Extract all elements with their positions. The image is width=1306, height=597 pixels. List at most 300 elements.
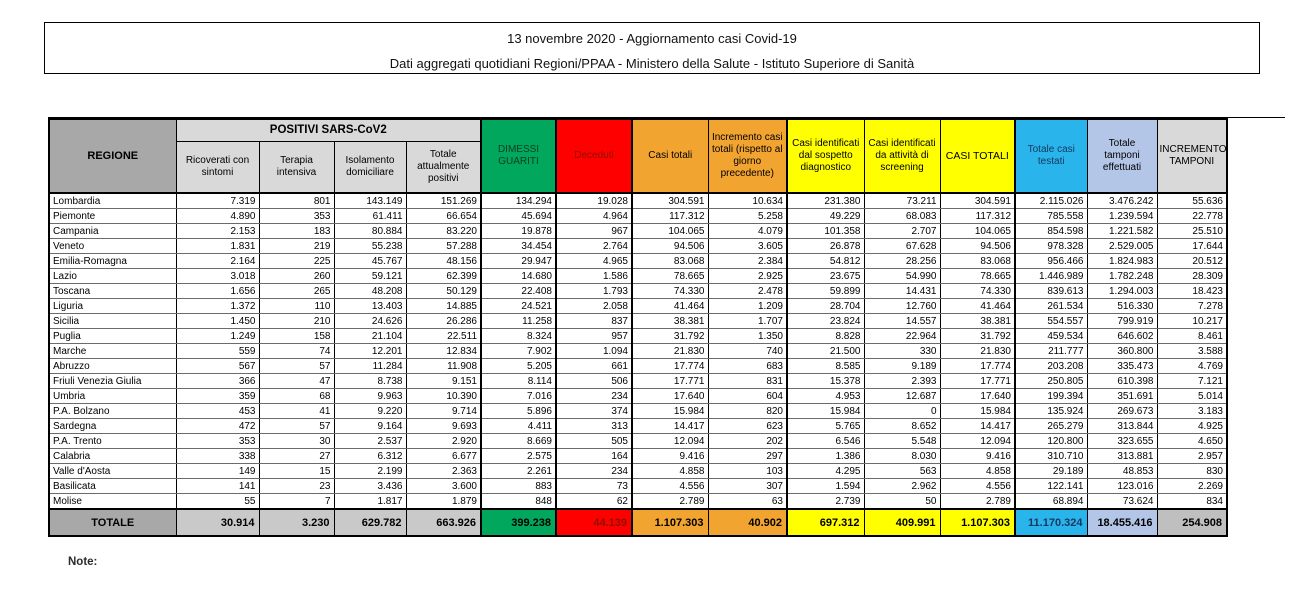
region-name-cell: Liguria (49, 299, 176, 314)
table-row (49, 269, 1227, 284)
value-cell: 1.372 (176, 299, 259, 314)
value-cell: 47 (259, 374, 334, 389)
value-cell: 7.278 (1157, 299, 1227, 314)
value-cell: 9.693 (406, 419, 481, 434)
value-cell: 9.164 (334, 419, 406, 434)
region-name-cell: Lombardia (49, 193, 176, 209)
value-cell: 48.853 (1087, 464, 1157, 479)
value-cell: 2.393 (864, 374, 940, 389)
value-cell: 73 (556, 479, 632, 494)
total-value-cell: 409.991 (864, 509, 940, 536)
value-cell: 219 (259, 239, 334, 254)
value-cell: 49.229 (787, 209, 864, 224)
table-row (49, 344, 1227, 359)
value-cell: 4.079 (708, 224, 787, 239)
value-cell: 2.363 (406, 464, 481, 479)
value-cell: 17.640 (632, 389, 708, 404)
value-cell: 250.805 (1015, 374, 1087, 389)
table-body (49, 193, 1227, 509)
value-cell: 9.220 (334, 404, 406, 419)
column-header-totale-positivi: Totale attualmente positivi (406, 141, 481, 193)
value-cell: 7.016 (481, 389, 556, 404)
value-cell: 661 (556, 359, 632, 374)
value-cell: 94.506 (632, 239, 708, 254)
value-cell: 4.964 (556, 209, 632, 224)
value-cell: 57.288 (406, 239, 481, 254)
value-cell: 73.211 (864, 193, 940, 209)
value-cell: 820 (708, 404, 787, 419)
value-cell: 11.284 (334, 359, 406, 374)
value-cell: 1.707 (708, 314, 787, 329)
value-cell: 834 (1157, 494, 1227, 510)
value-cell: 8.669 (481, 434, 556, 449)
value-cell: 7.319 (176, 193, 259, 209)
column-header-incremento-tamponi: INCREMENTO TAMPONI (1157, 119, 1227, 193)
value-cell: 839.613 (1015, 284, 1087, 299)
total-value-cell: 18.455.416 (1087, 509, 1157, 536)
value-cell: 21.830 (632, 344, 708, 359)
value-cell: 38.381 (632, 314, 708, 329)
value-cell: 34.454 (481, 239, 556, 254)
value-cell: 14.885 (406, 299, 481, 314)
value-cell: 74.330 (632, 284, 708, 299)
value-cell: 23.675 (787, 269, 864, 284)
value-cell: 17.771 (940, 374, 1015, 389)
value-cell: 21.830 (940, 344, 1015, 359)
value-cell: 1.239.594 (1087, 209, 1157, 224)
value-cell: 19.878 (481, 224, 556, 239)
region-name-cell: Valle d'Aosta (49, 464, 176, 479)
value-cell: 63 (708, 494, 787, 510)
value-cell: 2.058 (556, 299, 632, 314)
total-value-cell: 3.230 (259, 509, 334, 536)
value-cell: 18.423 (1157, 284, 1227, 299)
value-cell: 24.521 (481, 299, 556, 314)
value-cell: 1.221.582 (1087, 224, 1157, 239)
value-cell: 957 (556, 329, 632, 344)
value-cell: 2.164 (176, 254, 259, 269)
table-row (49, 359, 1227, 374)
value-cell: 30 (259, 434, 334, 449)
value-cell: 1.793 (556, 284, 632, 299)
value-cell: 1.446.989 (1015, 269, 1087, 284)
value-cell: 3.600 (406, 479, 481, 494)
value-cell: 23 (259, 479, 334, 494)
value-cell: 4.556 (940, 479, 1015, 494)
value-cell: 3.476.242 (1087, 193, 1157, 209)
value-cell: 269.673 (1087, 404, 1157, 419)
value-cell: 26.286 (406, 314, 481, 329)
value-cell: 78.665 (940, 269, 1015, 284)
value-cell: 59.121 (334, 269, 406, 284)
value-cell: 48.156 (406, 254, 481, 269)
value-cell: 338 (176, 449, 259, 464)
table-row (49, 374, 1227, 389)
report-title: 13 novembre 2020 - Aggiornamento casi Covid-19 (507, 31, 797, 46)
column-header-sospetto-diagnostico: Casi identificati dal sospetto diagnostico (787, 119, 864, 193)
value-cell: 11.258 (481, 314, 556, 329)
value-cell: 351.691 (1087, 389, 1157, 404)
table-row (49, 254, 1227, 269)
value-cell: 604 (708, 389, 787, 404)
table-footer (49, 509, 1227, 536)
value-cell: 4.925 (1157, 419, 1227, 434)
value-cell: 225 (259, 254, 334, 269)
value-cell: 2.575 (481, 449, 556, 464)
value-cell: 22.511 (406, 329, 481, 344)
value-cell: 74 (259, 344, 334, 359)
value-cell: 2.920 (406, 434, 481, 449)
value-cell: 8.030 (864, 449, 940, 464)
report-subtitle: Dati aggregati quotidiani Regioni/PPAA - Ministero della Salute - Istituto Superiore di Sanità (389, 56, 915, 71)
value-cell: 120.800 (1015, 434, 1087, 449)
total-value-cell: 40.902 (708, 509, 787, 536)
value-cell: 506 (556, 374, 632, 389)
value-cell: 9.189 (864, 359, 940, 374)
region-name-cell: Veneto (49, 239, 176, 254)
table-row (49, 239, 1227, 254)
value-cell: 4.769 (1157, 359, 1227, 374)
value-cell: 68 (259, 389, 334, 404)
value-cell: 183 (259, 224, 334, 239)
value-cell: 8.585 (787, 359, 864, 374)
value-cell: 1.094 (556, 344, 632, 359)
value-cell: 313.881 (1087, 449, 1157, 464)
value-cell: 4.953 (787, 389, 864, 404)
value-cell: 15.984 (787, 404, 864, 419)
value-cell: 740 (708, 344, 787, 359)
table-row (49, 449, 1227, 464)
value-cell: 45.767 (334, 254, 406, 269)
column-header-regione: REGIONE (49, 119, 176, 193)
column-header-isolamento: Isolamento domiciliare (334, 141, 406, 193)
covid-data-table (48, 118, 1228, 537)
value-cell: 62.399 (406, 269, 481, 284)
table-row (49, 404, 1227, 419)
value-cell: 17.774 (632, 359, 708, 374)
table-row (49, 193, 1227, 209)
value-cell: 41.464 (940, 299, 1015, 314)
value-cell: 74.330 (940, 284, 1015, 299)
total-value-cell: 254.908 (1157, 509, 1227, 536)
value-cell: 10.390 (406, 389, 481, 404)
region-name-cell: Calabria (49, 449, 176, 464)
column-header-dimessi-guariti: DIMESSI GUARITI (481, 119, 556, 193)
value-cell: 14.417 (940, 419, 1015, 434)
column-header-casi-testati: Totale casi testati (1015, 119, 1087, 193)
value-cell: 103 (708, 464, 787, 479)
value-cell: 54.990 (864, 269, 940, 284)
value-cell: 2.269 (1157, 479, 1227, 494)
region-name-cell: Lazio (49, 269, 176, 284)
report-header (44, 22, 1260, 74)
value-cell: 9.416 (940, 449, 1015, 464)
value-cell: 14.680 (481, 269, 556, 284)
region-name-cell: P.A. Bolzano (49, 404, 176, 419)
value-cell: 19.028 (556, 193, 632, 209)
value-cell: 12.201 (334, 344, 406, 359)
value-cell: 151.269 (406, 193, 481, 209)
total-value-cell: 1.107.303 (940, 509, 1015, 536)
total-value-cell: 629.782 (334, 509, 406, 536)
column-header-screening: Casi identificati da attività di screening (864, 119, 940, 193)
value-cell: 122.141 (1015, 479, 1087, 494)
value-cell: 8.461 (1157, 329, 1227, 344)
value-cell: 38.381 (940, 314, 1015, 329)
value-cell: 28.704 (787, 299, 864, 314)
value-cell: 6.546 (787, 434, 864, 449)
value-cell: 12.094 (632, 434, 708, 449)
value-cell: 2.739 (787, 494, 864, 510)
value-cell: 1.824.983 (1087, 254, 1157, 269)
value-cell: 17.774 (940, 359, 1015, 374)
value-cell: 3.588 (1157, 344, 1227, 359)
value-cell: 54.812 (787, 254, 864, 269)
value-cell: 9.963 (334, 389, 406, 404)
region-name-cell: Toscana (49, 284, 176, 299)
value-cell: 15.378 (787, 374, 864, 389)
value-cell: 158 (259, 329, 334, 344)
value-cell: 83.220 (406, 224, 481, 239)
value-cell: 1.594 (787, 479, 864, 494)
value-cell: 2.707 (864, 224, 940, 239)
value-cell: 854.598 (1015, 224, 1087, 239)
value-cell: 101.358 (787, 224, 864, 239)
value-cell: 265 (259, 284, 334, 299)
value-cell: 1.879 (406, 494, 481, 510)
table-row (49, 329, 1227, 344)
value-cell: 11.908 (406, 359, 481, 374)
value-cell: 1.386 (787, 449, 864, 464)
total-value-cell: 30.914 (176, 509, 259, 536)
value-cell: 5.548 (864, 434, 940, 449)
value-cell: 21.104 (334, 329, 406, 344)
value-cell: 59.899 (787, 284, 864, 299)
value-cell: 5.014 (1157, 389, 1227, 404)
value-cell: 2.199 (334, 464, 406, 479)
region-name-cell: Umbria (49, 389, 176, 404)
value-cell: 2.789 (940, 494, 1015, 510)
value-cell: 29.947 (481, 254, 556, 269)
value-cell: 9.416 (632, 449, 708, 464)
value-cell: 3.605 (708, 239, 787, 254)
value-cell: 837 (556, 314, 632, 329)
value-cell: 117.312 (632, 209, 708, 224)
value-cell: 1.831 (176, 239, 259, 254)
value-cell: 15 (259, 464, 334, 479)
value-cell: 4.556 (632, 479, 708, 494)
value-cell: 883 (481, 479, 556, 494)
value-cell: 17.771 (632, 374, 708, 389)
value-cell: 2.529.005 (1087, 239, 1157, 254)
region-name-cell: Marche (49, 344, 176, 359)
value-cell: 14.431 (864, 284, 940, 299)
column-header-casi-totali-caps: CASI TOTALI (940, 119, 1015, 193)
value-cell: 785.558 (1015, 209, 1087, 224)
value-cell: 1.586 (556, 269, 632, 284)
value-cell: 4.858 (940, 464, 1015, 479)
value-cell: 366 (176, 374, 259, 389)
value-cell: 360.800 (1087, 344, 1157, 359)
value-cell: 203.208 (1015, 359, 1087, 374)
value-cell: 202 (708, 434, 787, 449)
region-name-cell: Abruzzo (49, 359, 176, 374)
value-cell: 4.411 (481, 419, 556, 434)
value-cell: 234 (556, 464, 632, 479)
value-cell: 164 (556, 449, 632, 464)
value-cell: 134.294 (481, 193, 556, 209)
value-cell: 123.016 (1087, 479, 1157, 494)
value-cell: 2.925 (708, 269, 787, 284)
value-cell: 20.512 (1157, 254, 1227, 269)
value-cell: 94.506 (940, 239, 1015, 254)
value-cell: 6.312 (334, 449, 406, 464)
value-cell: 8.652 (864, 419, 940, 434)
region-name-cell: Molise (49, 494, 176, 510)
value-cell: 1.294.003 (1087, 284, 1157, 299)
value-cell: 505 (556, 434, 632, 449)
value-cell: 55 (176, 494, 259, 510)
value-cell: 14.417 (632, 419, 708, 434)
value-cell: 563 (864, 464, 940, 479)
value-cell: 14.557 (864, 314, 940, 329)
value-cell: 27 (259, 449, 334, 464)
value-cell: 4.650 (1157, 434, 1227, 449)
value-cell: 73.624 (1087, 494, 1157, 510)
value-cell: 2.789 (632, 494, 708, 510)
value-cell: 141 (176, 479, 259, 494)
value-cell: 8.114 (481, 374, 556, 389)
value-cell: 610.398 (1087, 374, 1157, 389)
value-cell: 2.962 (864, 479, 940, 494)
value-cell: 3.183 (1157, 404, 1227, 419)
table-row (49, 314, 1227, 329)
value-cell: 2.537 (334, 434, 406, 449)
value-cell: 135.924 (1015, 404, 1087, 419)
value-cell: 41 (259, 404, 334, 419)
value-cell: 22.408 (481, 284, 556, 299)
value-cell: 12.760 (864, 299, 940, 314)
value-cell: 554.557 (1015, 314, 1087, 329)
total-row (49, 509, 1227, 536)
value-cell: 4.890 (176, 209, 259, 224)
total-value-cell: 663.926 (406, 509, 481, 536)
value-cell: 4.295 (787, 464, 864, 479)
table-row (49, 389, 1227, 404)
value-cell: 50 (864, 494, 940, 510)
total-value-cell: 44.139 (556, 509, 632, 536)
table-row (49, 494, 1227, 510)
value-cell: 25.510 (1157, 224, 1227, 239)
value-cell: 26.878 (787, 239, 864, 254)
value-cell: 68.894 (1015, 494, 1087, 510)
value-cell: 22.964 (864, 329, 940, 344)
value-cell: 8.738 (334, 374, 406, 389)
value-cell: 31.792 (940, 329, 1015, 344)
region-name-cell: Sicilia (49, 314, 176, 329)
table-row (49, 209, 1227, 224)
value-cell: 1.249 (176, 329, 259, 344)
column-header-tamponi: Totale tamponi effettuati (1087, 119, 1157, 193)
value-cell: 234 (556, 389, 632, 404)
value-cell: 24.626 (334, 314, 406, 329)
table-row (49, 479, 1227, 494)
value-cell: 8.828 (787, 329, 864, 344)
value-cell: 323.655 (1087, 434, 1157, 449)
value-cell: 472 (176, 419, 259, 434)
value-cell: 67.628 (864, 239, 940, 254)
value-cell: 310.710 (1015, 449, 1087, 464)
value-cell: 1.782.248 (1087, 269, 1157, 284)
value-cell: 199.394 (1015, 389, 1087, 404)
value-cell: 304.591 (940, 193, 1015, 209)
value-cell: 1.656 (176, 284, 259, 299)
value-cell: 978.328 (1015, 239, 1087, 254)
value-cell: 623 (708, 419, 787, 434)
value-cell: 143.149 (334, 193, 406, 209)
value-cell: 330 (864, 344, 940, 359)
value-cell: 307 (708, 479, 787, 494)
value-cell: 29.189 (1015, 464, 1087, 479)
value-cell: 2.115.026 (1015, 193, 1087, 209)
value-cell: 80.884 (334, 224, 406, 239)
value-cell: 28.256 (864, 254, 940, 269)
value-cell: 9.714 (406, 404, 481, 419)
value-cell: 8.324 (481, 329, 556, 344)
table-row (49, 224, 1227, 239)
value-cell: 7 (259, 494, 334, 510)
value-cell: 7.121 (1157, 374, 1227, 389)
total-value-cell: 1.107.303 (632, 509, 708, 536)
value-cell: 5.896 (481, 404, 556, 419)
value-cell: 10.217 (1157, 314, 1227, 329)
value-cell: 78.665 (632, 269, 708, 284)
note-label: Note: (68, 556, 98, 568)
value-cell: 110 (259, 299, 334, 314)
value-cell: 10.634 (708, 193, 787, 209)
value-cell: 967 (556, 224, 632, 239)
table-row (49, 299, 1227, 314)
value-cell: 12.094 (940, 434, 1015, 449)
region-name-cell: Basilicata (49, 479, 176, 494)
value-cell: 21.500 (787, 344, 864, 359)
value-cell: 7.902 (481, 344, 556, 359)
value-cell: 5.765 (787, 419, 864, 434)
value-cell: 55.238 (334, 239, 406, 254)
value-cell: 57 (259, 419, 334, 434)
value-cell: 1.450 (176, 314, 259, 329)
value-cell: 313 (556, 419, 632, 434)
value-cell: 210 (259, 314, 334, 329)
value-cell: 4.858 (632, 464, 708, 479)
region-name-cell: Campania (49, 224, 176, 239)
value-cell: 57 (259, 359, 334, 374)
value-cell: 459.534 (1015, 329, 1087, 344)
region-name-cell: Emilia-Romagna (49, 254, 176, 269)
value-cell: 304.591 (632, 193, 708, 209)
value-cell: 2.764 (556, 239, 632, 254)
covid-data-table-wrap (48, 118, 1228, 537)
column-header-casi-totali: Casi totali (632, 119, 708, 193)
value-cell: 2.478 (708, 284, 787, 299)
value-cell: 297 (708, 449, 787, 464)
value-cell: 2.384 (708, 254, 787, 269)
value-cell: 149 (176, 464, 259, 479)
value-cell: 68.083 (864, 209, 940, 224)
value-cell: 41.464 (632, 299, 708, 314)
value-cell: 683 (708, 359, 787, 374)
value-cell: 83.068 (632, 254, 708, 269)
